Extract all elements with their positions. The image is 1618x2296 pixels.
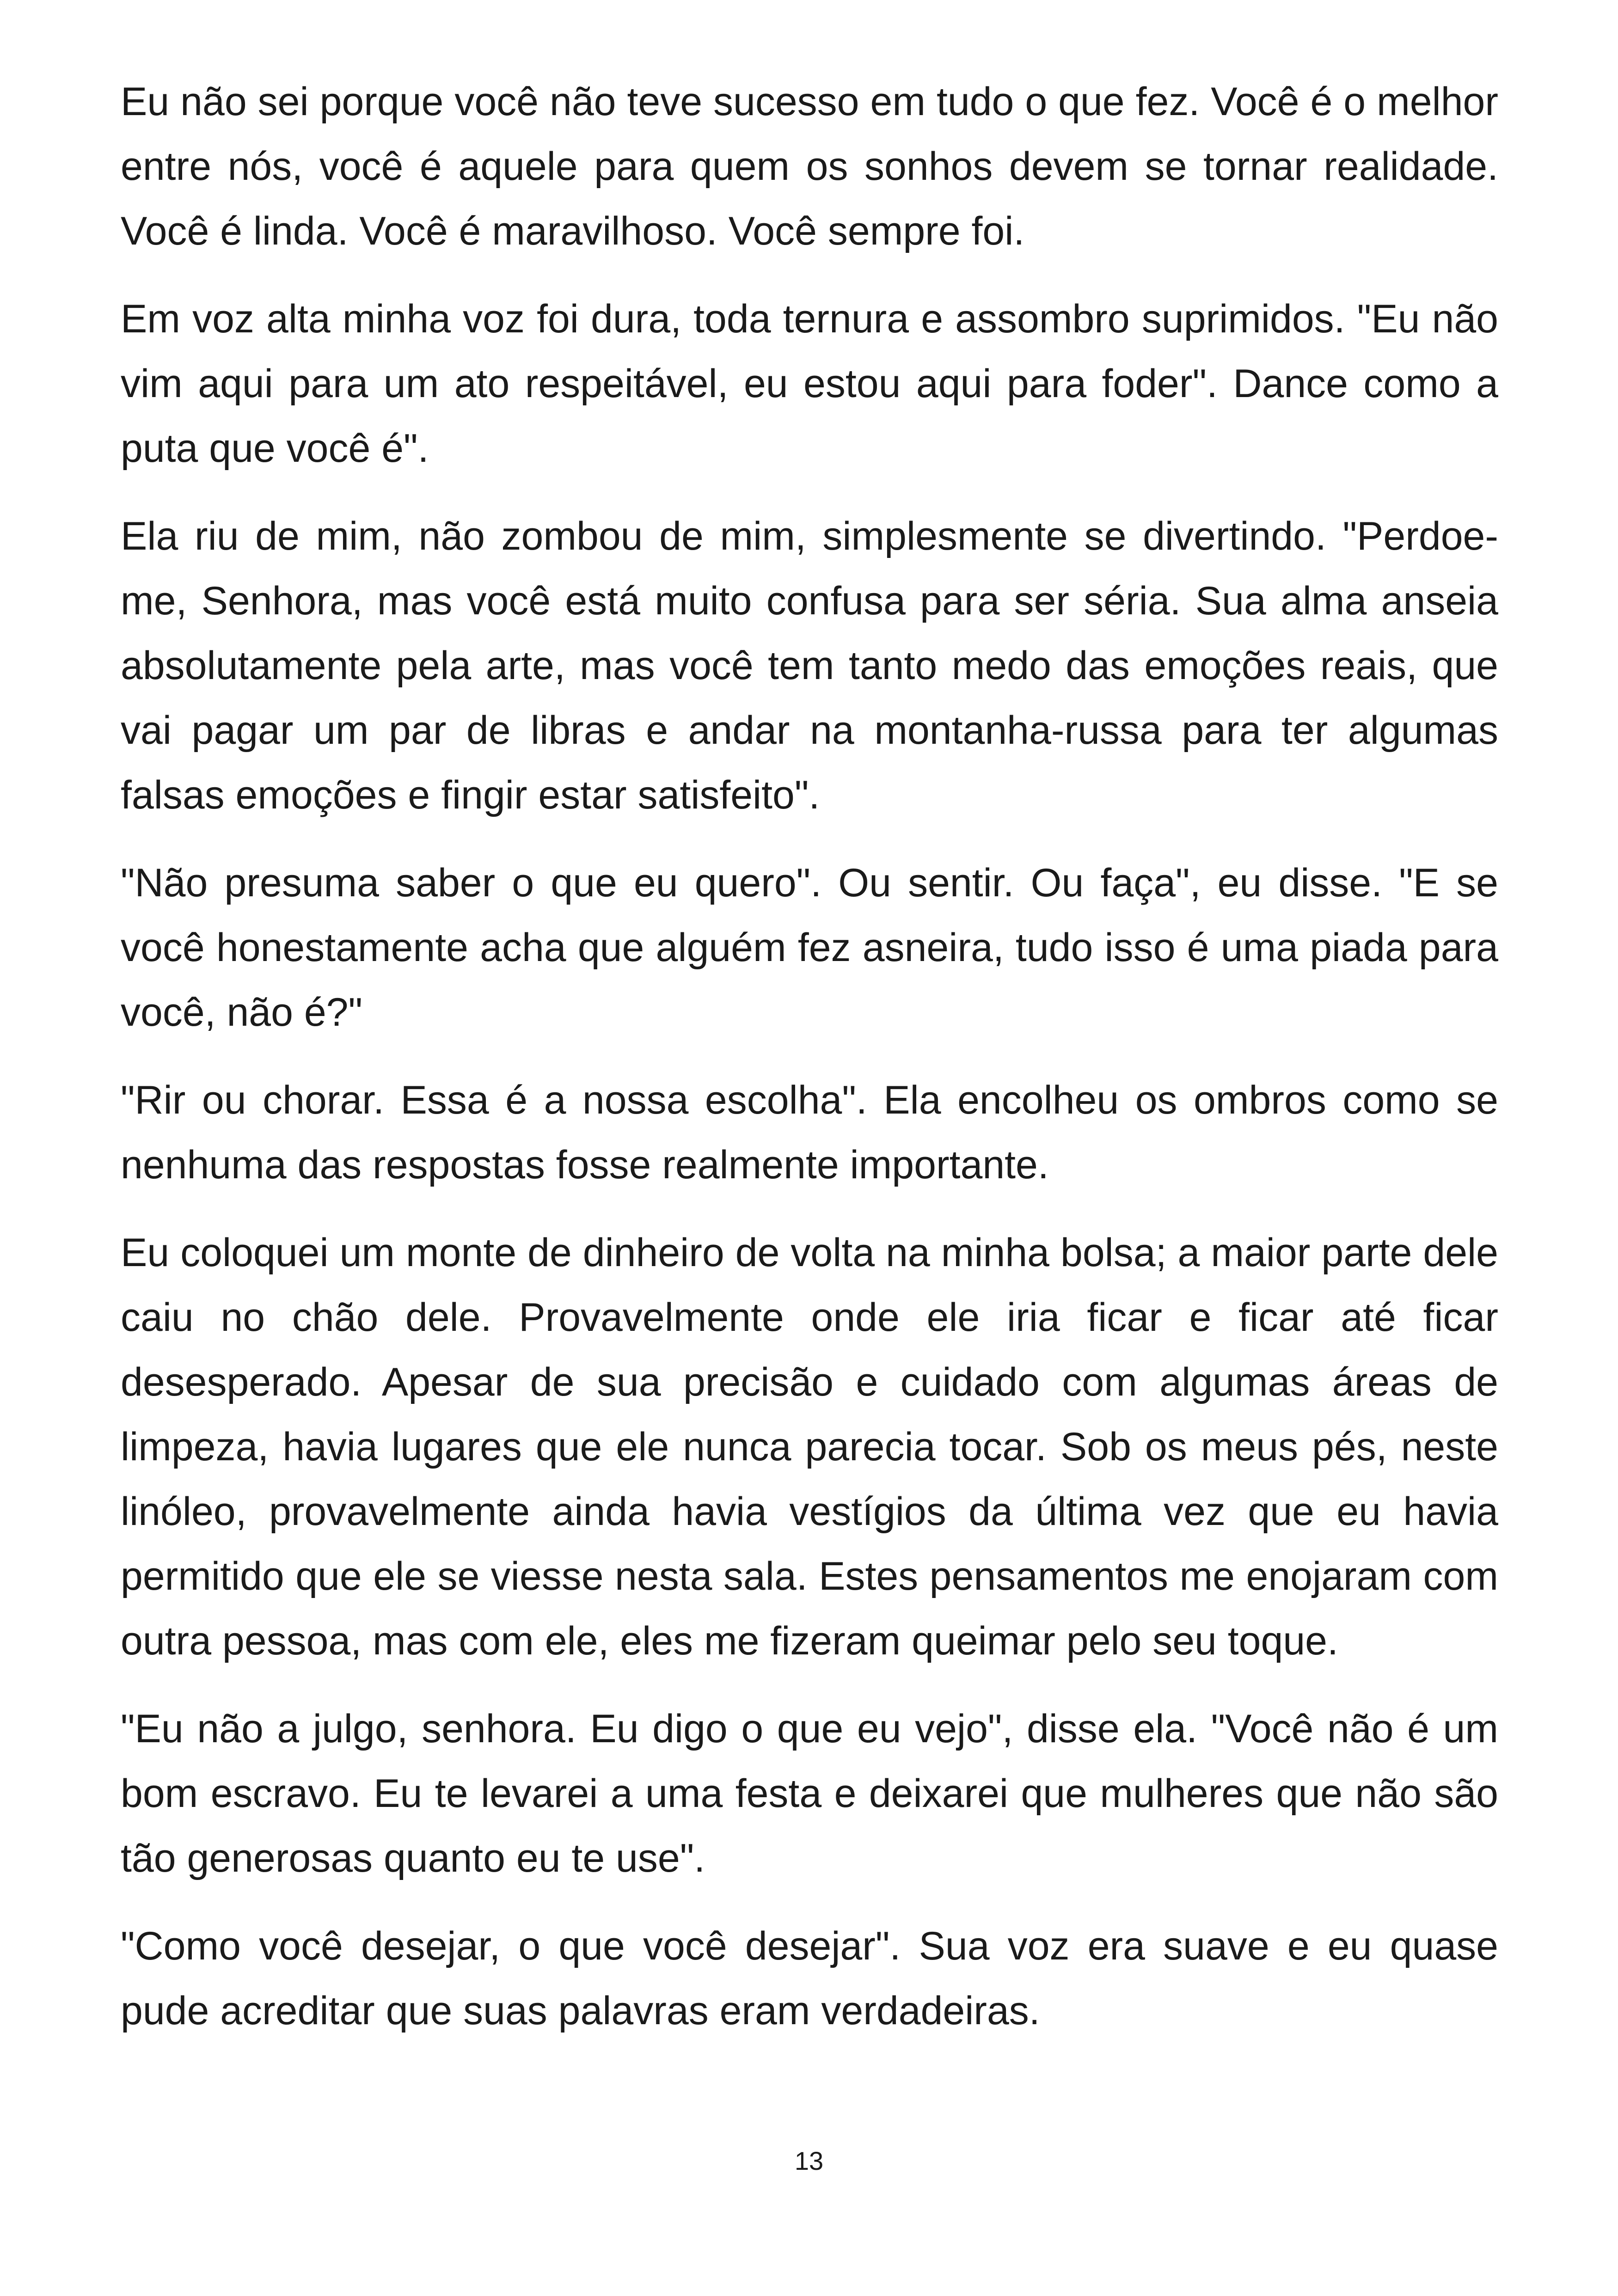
body-text xyxy=(121,69,1498,2066)
paragraph: Eu não sei porque você não teve sucesso em tudo o que fez. Você é o melhor entre nós, você é aquele para quem os sonhos devem se tornar realidade. Você é linda. Você é maravilhoso. Você sempre foi. xyxy=(121,80,1498,253)
paragraph: "Como você desejar, o que você desejar". Sua voz era suave e eu quase pude acreditar que suas palavras eram verdadeiras. xyxy=(121,1924,1498,2033)
paragraph: Ela riu de mim, não zombou de mim, simplesmente se divertindo. "Perdoe-me, Senhora, mas você está muito confusa para ser séria. Sua alma anseia absolutamente pela arte, mas você tem tanto medo das emoções reais, que vai pagar um par de libras e andar na montanha-russa para ter algumas falsas emoções e fingir estar satisfeito". xyxy=(121,514,1498,817)
paragraph: "Não presuma saber o que eu quero". Ou sentir. Ou faça", eu disse. "E se você honestamente acha que alguém fez asneira, tudo isso é uma piada para você, não é?" xyxy=(121,861,1498,1035)
paragraph: "Rir ou chorar. Essa é a nossa escolha". Ela encolheu os ombros como se nenhuma das respostas fosse realmente importante. xyxy=(121,1078,1498,1187)
paragraph: Em voz alta minha voz foi dura, toda ternura e assombro suprimidos. "Eu não vim aqui para um ato respeitável, eu estou aqui para foder". Dance como a puta que você é". xyxy=(121,297,1498,471)
paragraph: Eu coloquei um monte de dinheiro de volta na minha bolsa; a maior parte dele caiu no chão dele. Provavelmente onde ele iria ficar e ficar até ficar desesperado. Apesar de sua precisão e cuidado com algumas áreas de limpeza, havia lugares que ele nunca parecia tocar. Sob os meus pés, neste linóleo, provavelmente ainda havia vestígios da última vez que eu havia permitido que ele se viesse nesta sala. Estes pensamentos me enojaram com outra pessoa, mas com ele, eles me fizeram queimar pelo seu toque. xyxy=(121,1231,1498,1663)
page-number: 13 xyxy=(794,2146,824,2175)
paragraph: "Eu não a julgo, senhora. Eu digo o que eu vejo", disse ela. "Você não é um bom escravo. Eu te levarei a uma festa e deixarei que mulheres que não são tão generosas quanto eu te use". xyxy=(121,1707,1498,1880)
